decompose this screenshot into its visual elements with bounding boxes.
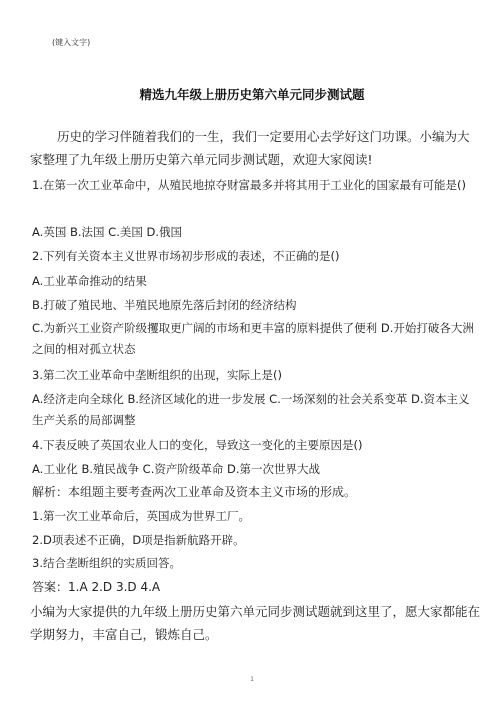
question-3-stem: 3.第二次工业革命中垄断组织的出现，实际上是(): [32, 368, 282, 382]
question-2-option-b: B.打破了殖民地、半殖民地原先落后封闭的经济结构: [32, 298, 297, 312]
question-3-options: A.经济走向全球化 B.经济区域化的进一步发展 C.一场深刻的社会关系变革 D.资本主义生产关系的局部调整: [32, 392, 470, 427]
document-title: 精选九年级上册历史第六单元同步测试题: [139, 87, 365, 102]
question-1-stem: 1.在第一次工业革命中，从殖民地掠夺财富最多并将其用于工业化的国家最有可能是(): [32, 178, 466, 192]
question-2-option-cd: C.为新兴工业资产阶级攫取更广阔的市场和更丰富的原料提供了便利 D.开始打破各大洲之间的相对孤立状态: [32, 321, 474, 356]
question-4-options: A.工业化 B.殖民战争 C.资产阶级革命 D.第一次世界大战: [32, 462, 321, 476]
question-2-stem: 2.下列有关资本主义世界市场初步形成的表述，不正确的是(): [32, 249, 340, 263]
closing-paragraph: 小编为大家提供的九年级上册历史第六单元同步测试题就到这里了，愿大家都能在学期努力，丰富自己，锻炼自己。: [30, 604, 481, 642]
answer-line: 答案：1.A 2.D 3.D 4.A: [32, 580, 161, 594]
analysis-point-3: 3.结合垄断组织的实质回答。: [32, 556, 181, 570]
intro-paragraph: 历史的学习伴随着我们的一生，我们一定要用心去学好这门功课。小编为大家整理了九年级上册历史第六单元同步测试题，欢迎大家阅读!: [30, 129, 470, 167]
question-4-stem: 4.下表反映了英国农业人口的变化，导致这一变化的主要原因是(): [32, 438, 363, 452]
header-note: (键入文字): [52, 38, 91, 47]
question-1-options: A.英国 B.法国 C.美国 D.俄国: [32, 225, 183, 239]
analysis-label: 解析：本组题主要考查两次工业革命及资本主义市场的形成。: [32, 485, 357, 499]
analysis-point-1: 1.第一次工业革命后，英国成为世界工厂。: [32, 509, 250, 523]
analysis-point-2: 2.D项表述不正确，D项是指新航路开辟。: [32, 533, 245, 547]
page-number: 1: [250, 676, 254, 683]
question-2-option-a: A.工业革命推动的结果: [32, 274, 147, 288]
